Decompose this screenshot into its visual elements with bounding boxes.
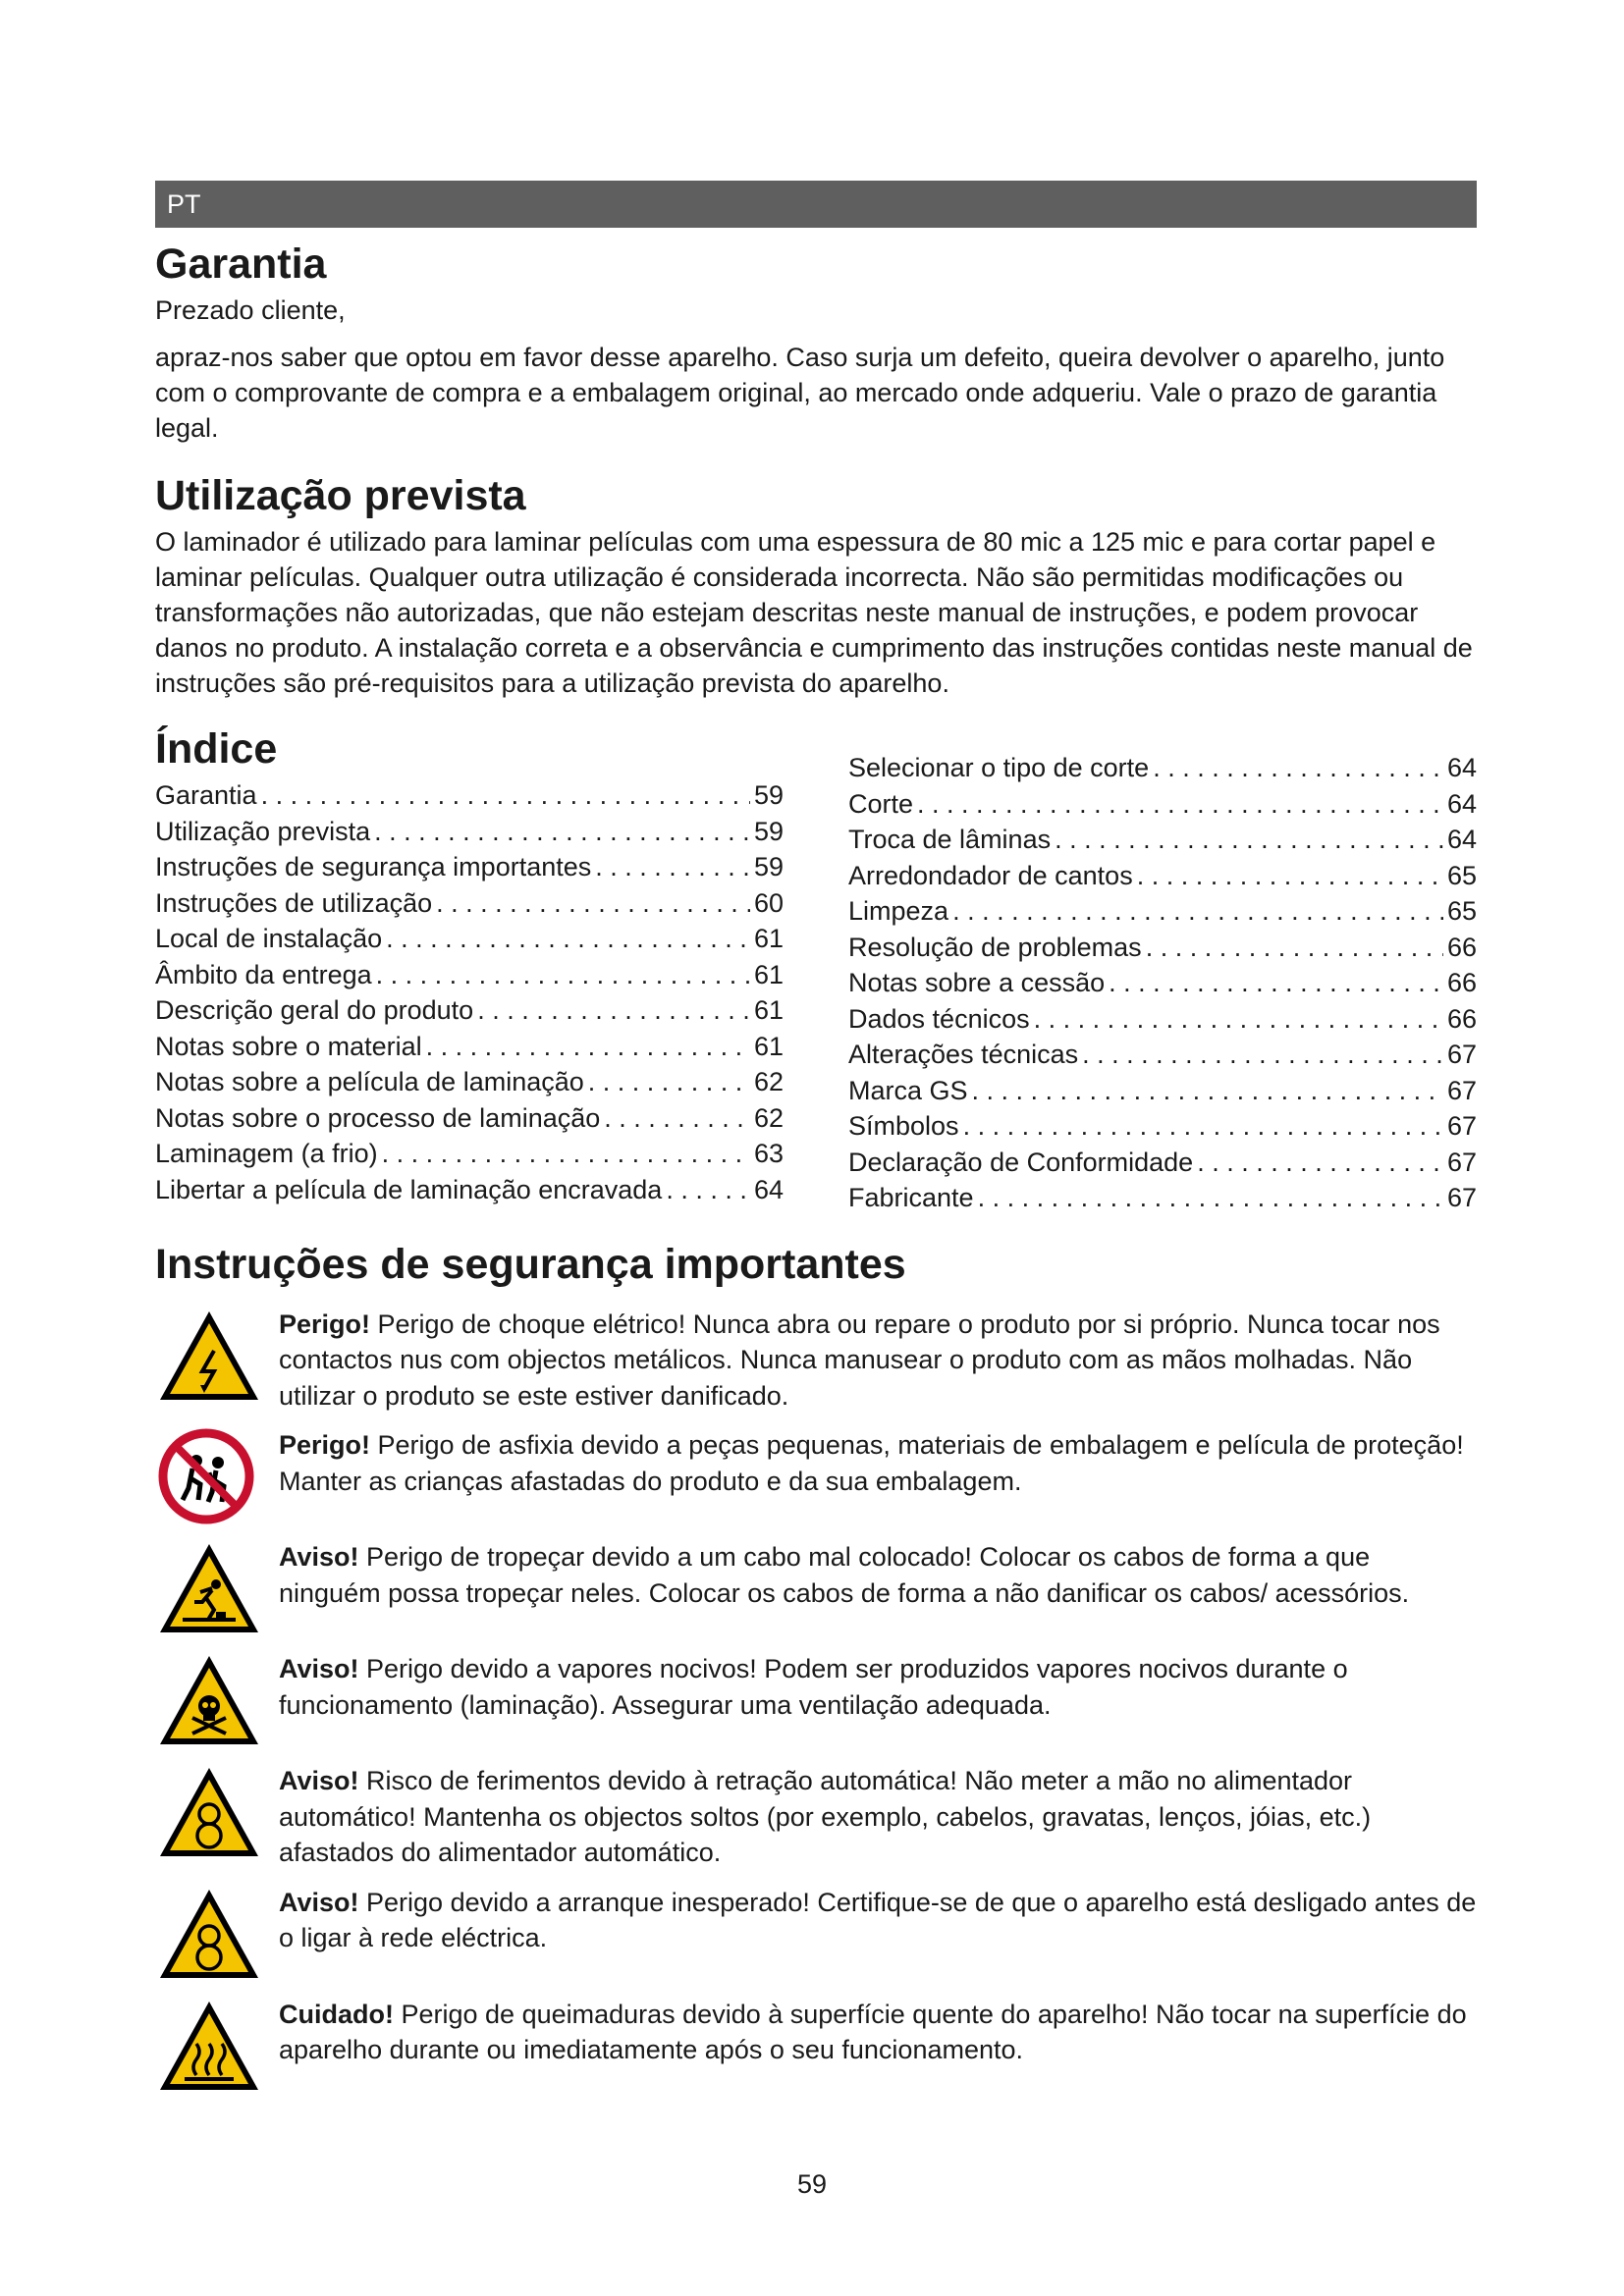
warning-text: [279, 1885, 1477, 1956]
warning-lead: Perigo!: [279, 1430, 371, 1460]
toc-item: [848, 930, 1477, 966]
toc-list-left: [155, 777, 784, 1207]
toc-item-label: Notas sobre a película de laminação: [155, 1067, 584, 1096]
toc-item-label: Selecionar o tipo de corte: [848, 753, 1150, 782]
toc-leader-dots: [1137, 858, 1443, 894]
manual-page: [155, 181, 1477, 2095]
warning-item: [155, 1427, 1477, 1525]
toc-item-label: Âmbito da entrega: [155, 959, 372, 989]
toc-item-page: 64: [1446, 788, 1477, 819]
toc-item-label: Descrição geral do produto: [155, 995, 474, 1025]
toc-item: [848, 822, 1477, 858]
toxic-fumes-icon: [155, 1651, 263, 1749]
warning-body: Risco de ferimentos devido à retração automática! Não meter a mão no alimentador automático! Mantenha os objectos soltos (por exemplo, cabelos, gravatas, lenços, jóias, etc.) afastados do alimentador automático.: [279, 1766, 1372, 1867]
toc-left-column: [155, 721, 784, 1216]
toc-item-page: 65: [1446, 896, 1477, 926]
toc-item-label: Resolução de problemas: [848, 932, 1142, 962]
toc-item: [155, 992, 784, 1029]
toc-item-label: Alterações técnicas: [848, 1040, 1079, 1069]
toc-leader-dots: [952, 893, 1443, 930]
toc-item: [848, 786, 1477, 823]
toc-item-page: 66: [1446, 932, 1477, 962]
toc-item-page: 59: [753, 816, 784, 846]
toc-item-page: 66: [1446, 968, 1477, 997]
toc-item-label: Limpeza: [848, 896, 949, 926]
toc-item-page: 62: [753, 1067, 784, 1096]
warning-item: [155, 1307, 1477, 1415]
toc-item-page: 60: [753, 887, 784, 918]
toc-leader-dots: [436, 885, 750, 922]
warning-body: Perigo de queimaduras devido à superfície quente do aparelho! Não tocar na superfície do aparelho durante ou imediatamente após o seu funcionamento.: [279, 1999, 1467, 2064]
heading-indice: Índice: [155, 725, 278, 773]
toc-item: [848, 1001, 1477, 1038]
heading-utilizacao: Utilização prevista: [155, 472, 526, 519]
toc-item-page: 61: [753, 959, 784, 989]
greeting: Prezado cliente,: [155, 295, 346, 325]
toc-item-label: Notas sobre o material: [155, 1031, 422, 1061]
toc-item-label: Corte: [848, 788, 914, 819]
toc-list-right: [848, 750, 1477, 1216]
toc-leader-dots: [917, 786, 1443, 823]
heading-seguranca: Instruções de segurança importantes: [155, 1240, 906, 1288]
toc-item-page: 67: [1446, 1183, 1477, 1212]
page-number: 59: [796, 2169, 828, 2199]
warning-text: [279, 1763, 1477, 1871]
toc-leader-dots: [1082, 1037, 1443, 1073]
toc-item-label: Notas sobre a cessão: [848, 968, 1106, 997]
warning-body: Perigo devido a arranque inesperado! Certifique-se de que o aparelho está desligado antes de o ligar à rede eléctrica.: [279, 1887, 1477, 1952]
toc-item-label: Notas sobre o processo de laminação: [155, 1102, 601, 1133]
toc-item: [155, 921, 784, 957]
toc-item-page: 67: [1446, 1111, 1477, 1141]
toc-item: [848, 1180, 1477, 1216]
section-garantia: [155, 236, 1477, 446]
toc-item-label: Libertar a película de laminação encravada: [155, 1174, 663, 1204]
toc-item-label: Fabricante: [848, 1183, 974, 1212]
toc-leader-dots: [1055, 822, 1443, 858]
toc-leader-dots: [588, 1064, 750, 1100]
section-utilizacao: [155, 467, 1477, 701]
toc-item: [155, 885, 784, 922]
section-indice: [155, 721, 1477, 1216]
toc-leader-dots: [972, 1073, 1443, 1109]
toc-item-label: Dados técnicos: [848, 1003, 1030, 1034]
trip-hazard-icon: [155, 1539, 263, 1637]
warning-lead: Perigo!: [279, 1308, 371, 1339]
toc-leader-dots: [595, 849, 750, 885]
warning-body: Perigo devido a vapores nocivos! Podem ser produzidos vapores nocivos durante o funcionamento (laminação). Assegurar uma ventilação adequada.: [279, 1654, 1348, 1720]
toc-item: [848, 1073, 1477, 1109]
hot-surface-icon: [155, 1997, 263, 2095]
toc-item: [848, 858, 1477, 894]
warning-text: [279, 1307, 1477, 1415]
section-seguranca: [155, 1236, 1477, 2095]
rollers-icon: [155, 1763, 263, 1861]
toc-item: [848, 1037, 1477, 1073]
toc-item: [155, 1029, 784, 1065]
warning-lead: Aviso!: [279, 1654, 359, 1683]
toc-item-label: Garantia: [155, 780, 257, 810]
warning-text: [279, 1997, 1477, 2068]
toc-item: [155, 777, 784, 814]
toc-item-page: 61: [753, 924, 784, 953]
toc-item-page: 67: [1446, 1147, 1477, 1177]
toc-item-page: 64: [753, 1174, 784, 1204]
warning-body: Perigo de choque elétrico! Nunca abra ou repare o produto por si próprio. Nunca tocar nos contactos nus com objectos metálicos. Nunca manusear o produto com as mãos molhadas. Não utilizar o produto se este estiver danificado.: [279, 1308, 1440, 1411]
no-children-icon: [155, 1427, 263, 1525]
toc-item: [848, 893, 1477, 930]
toc-item-page: 61: [753, 1031, 784, 1061]
toc-leader-dots: [382, 1136, 750, 1172]
warning-text: [279, 1539, 1477, 1611]
toc-item: [155, 957, 784, 993]
warning-item: [155, 1763, 1477, 1871]
toc-item-page: 67: [1446, 1075, 1477, 1105]
toc-item-label: Arredondador de cantos: [848, 860, 1133, 890]
toc-item: [155, 1100, 784, 1137]
toc-item-page: 61: [753, 995, 784, 1025]
warning-text: [279, 1427, 1477, 1499]
toc-item-page: 59: [753, 780, 784, 810]
toc-leader-dots: [978, 1180, 1443, 1216]
toc-leader-dots: [963, 1108, 1443, 1145]
warning-lead: Aviso!: [279, 1542, 359, 1572]
toc-item-label: Instruções de segurança importantes: [155, 852, 592, 881]
toc-item: [848, 1108, 1477, 1145]
toc-item: [155, 849, 784, 885]
toc-item: [848, 750, 1477, 786]
toc-leader-dots: [1197, 1145, 1443, 1181]
toc-leader-dots: [374, 814, 750, 850]
toc-leader-dots: [477, 992, 750, 1029]
warning-item: [155, 1997, 1477, 2095]
toc-item: [155, 1064, 784, 1100]
toc-item-label: Local de instalação: [155, 924, 383, 953]
toc-leader-dots: [1034, 1001, 1443, 1038]
toc-leader-dots: [604, 1100, 750, 1137]
warning-body: Perigo de asfixia devido a peças pequenas, materiais de embalagem e película de proteção! Manter as crianças afastadas do produto e da sua embalagem.: [279, 1430, 1464, 1496]
toc-item-label: Utilização prevista: [155, 816, 371, 846]
garantia-body: apraz-nos saber que optou em favor desse aparelho. Caso surja um defeito, queira devolver o aparelho, junto com o comprovante de compra e a embalagem original, ao mercado onde adqueriu. Vale o prazo de garantia legal.: [155, 343, 1445, 443]
toc-item: [155, 1136, 784, 1172]
language-bar: PT: [155, 181, 1477, 228]
toc-item-label: Símbolos: [848, 1111, 959, 1141]
toc-right-column: [848, 721, 1477, 1216]
toc-leader-dots: [261, 777, 750, 814]
warning-item: [155, 1539, 1477, 1637]
warning-text: [279, 1651, 1477, 1723]
utilizacao-body: O laminador é utilizado para laminar películas com uma espessura de 80 mic a 125 mic e para cortar papel e laminar películas. Qualquer outra utilização é considerada incorrecta. Não são permitidas modificações ou transformações não autorizadas, que não estejam descritas neste manual de instruções, e podem provocar danos no produto. A instalação correta e a observância e cumprimento das instruções contidas neste manual de instruções são pré-requisitos para a utilização prevista do aparelho.: [155, 527, 1473, 698]
toc-leader-dots: [426, 1029, 750, 1065]
toc-item-label: Laminagem (a frio): [155, 1139, 378, 1168]
toc-leader-dots: [1153, 750, 1443, 786]
toc-item-page: 62: [753, 1102, 784, 1133]
toc-item-label: Marca GS: [848, 1075, 968, 1105]
toc-leader-dots: [376, 957, 750, 993]
toc-leader-dots: [1146, 930, 1443, 966]
warning-item: [155, 1651, 1477, 1749]
toc-item-label: Declaração de Conformidade: [848, 1147, 1194, 1177]
warning-list: [155, 1307, 1477, 2095]
toc-item: [848, 1145, 1477, 1181]
warning-lead: Aviso!: [279, 1887, 359, 1917]
electric-shock-icon: [155, 1307, 263, 1405]
toc-item-page: 59: [753, 852, 784, 881]
toc-item-page: 67: [1446, 1040, 1477, 1069]
toc-item: [155, 1172, 784, 1208]
toc-item: [155, 814, 784, 850]
toc-item-page: 63: [753, 1139, 784, 1168]
toc-item-label: Instruções de utilização: [155, 887, 433, 918]
warning-lead: Aviso!: [279, 1766, 359, 1795]
heading-garantia: Garantia: [155, 240, 327, 288]
toc-leader-dots: [1109, 965, 1443, 1001]
warning-body: Perigo de tropeçar devido a um cabo mal colocado! Colocar os cabos de forma a que ninguém possa tropeçar neles. Colocar os cabos de forma a não danificar os cabos/ acessórios.: [279, 1542, 1410, 1608]
toc-item-page: 66: [1446, 1003, 1477, 1034]
toc-leader-dots: [666, 1172, 750, 1208]
toc-item-page: 64: [1446, 753, 1477, 782]
toc-item-page: 65: [1446, 860, 1477, 890]
toc-item-page: 64: [1446, 825, 1477, 854]
toc-leader-dots: [386, 921, 750, 957]
rollers-icon: [155, 1885, 263, 1983]
warning-lead: Cuidado!: [279, 1999, 394, 2029]
toc-item-label: Troca de lâminas: [848, 825, 1052, 854]
toc-item: [848, 965, 1477, 1001]
warning-item: [155, 1885, 1477, 1983]
